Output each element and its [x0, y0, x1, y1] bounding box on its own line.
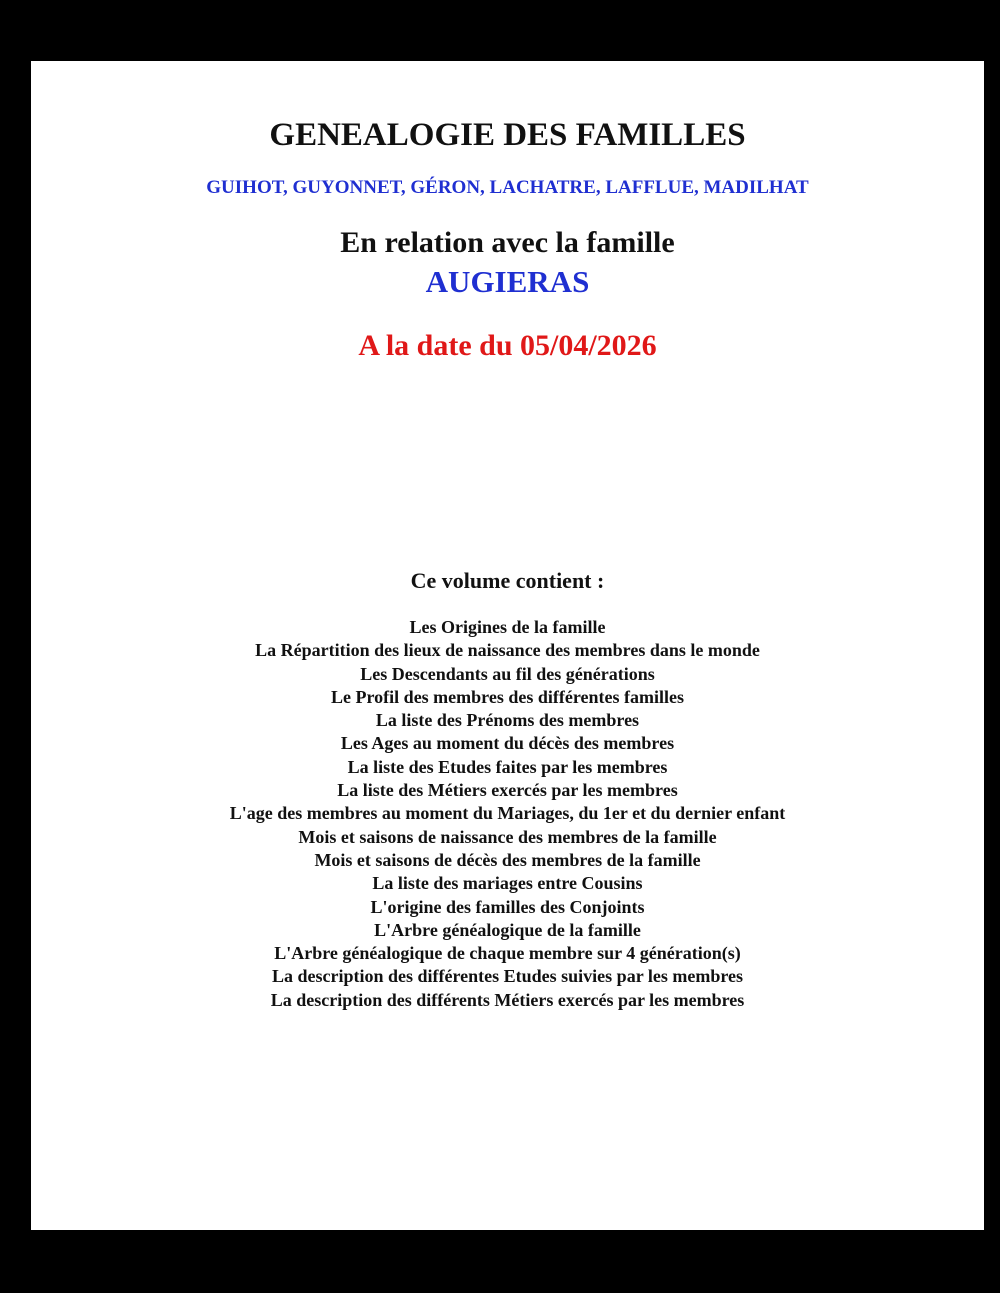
document-page — [31, 61, 984, 1230]
main-family-name: AUGIERAS — [425, 264, 590, 299]
contents-item: L'Arbre généalogique de la famille — [374, 919, 641, 940]
contents-item: Mois et saisons de décès des membres de la famille — [314, 849, 701, 870]
contents-heading: Ce volume contient : — [410, 568, 605, 593]
contents-item: Les Ages au moment du décès des membres — [340, 733, 675, 754]
contents-item: L'Arbre généalogique de chaque membre sur 4 génération(s) — [274, 943, 741, 964]
contents-item: La liste des Etudes faites par les membres — [347, 756, 668, 777]
contents-item: La description des différents Métiers exercés par les membres — [270, 989, 745, 1010]
contents-item: La liste des mariages entre Cousins — [372, 873, 643, 894]
contents-item: Les Descendants au fil des générations — [360, 663, 655, 684]
family-names: GUIHOT, GUYONNET, GÉRON, LACHATRE, LAFFLUE, MADILHAT — [206, 177, 809, 198]
contents-item: Les Origines de la famille — [409, 617, 606, 637]
contents-item: Mois et saisons de naissance des membres de la famille — [298, 826, 717, 847]
contents-item: La liste des Métiers exercés par les membres — [337, 780, 678, 801]
date-line: A la date du 05/04/2026 — [358, 329, 657, 362]
contents-item: La description des différentes Etudes suivies par les membres — [272, 966, 743, 987]
contents-item: L'origine des familles des Conjoints — [370, 896, 645, 917]
contents-list — [31, 616, 984, 1012]
contents-item: La liste des Prénoms des membres — [375, 710, 640, 731]
relation-label: En relation avec la famille — [340, 226, 675, 259]
document-title: GENEALOGIE DES FAMILLES — [269, 117, 746, 153]
contents-item: L'age des membres au moment du Mariages, du 1er et du dernier enfant — [229, 803, 786, 824]
contents-item: La Répartition des lieux de naissance des membres dans le monde — [255, 640, 760, 661]
contents-item: Le Profil des membres des différentes familles — [331, 686, 684, 707]
